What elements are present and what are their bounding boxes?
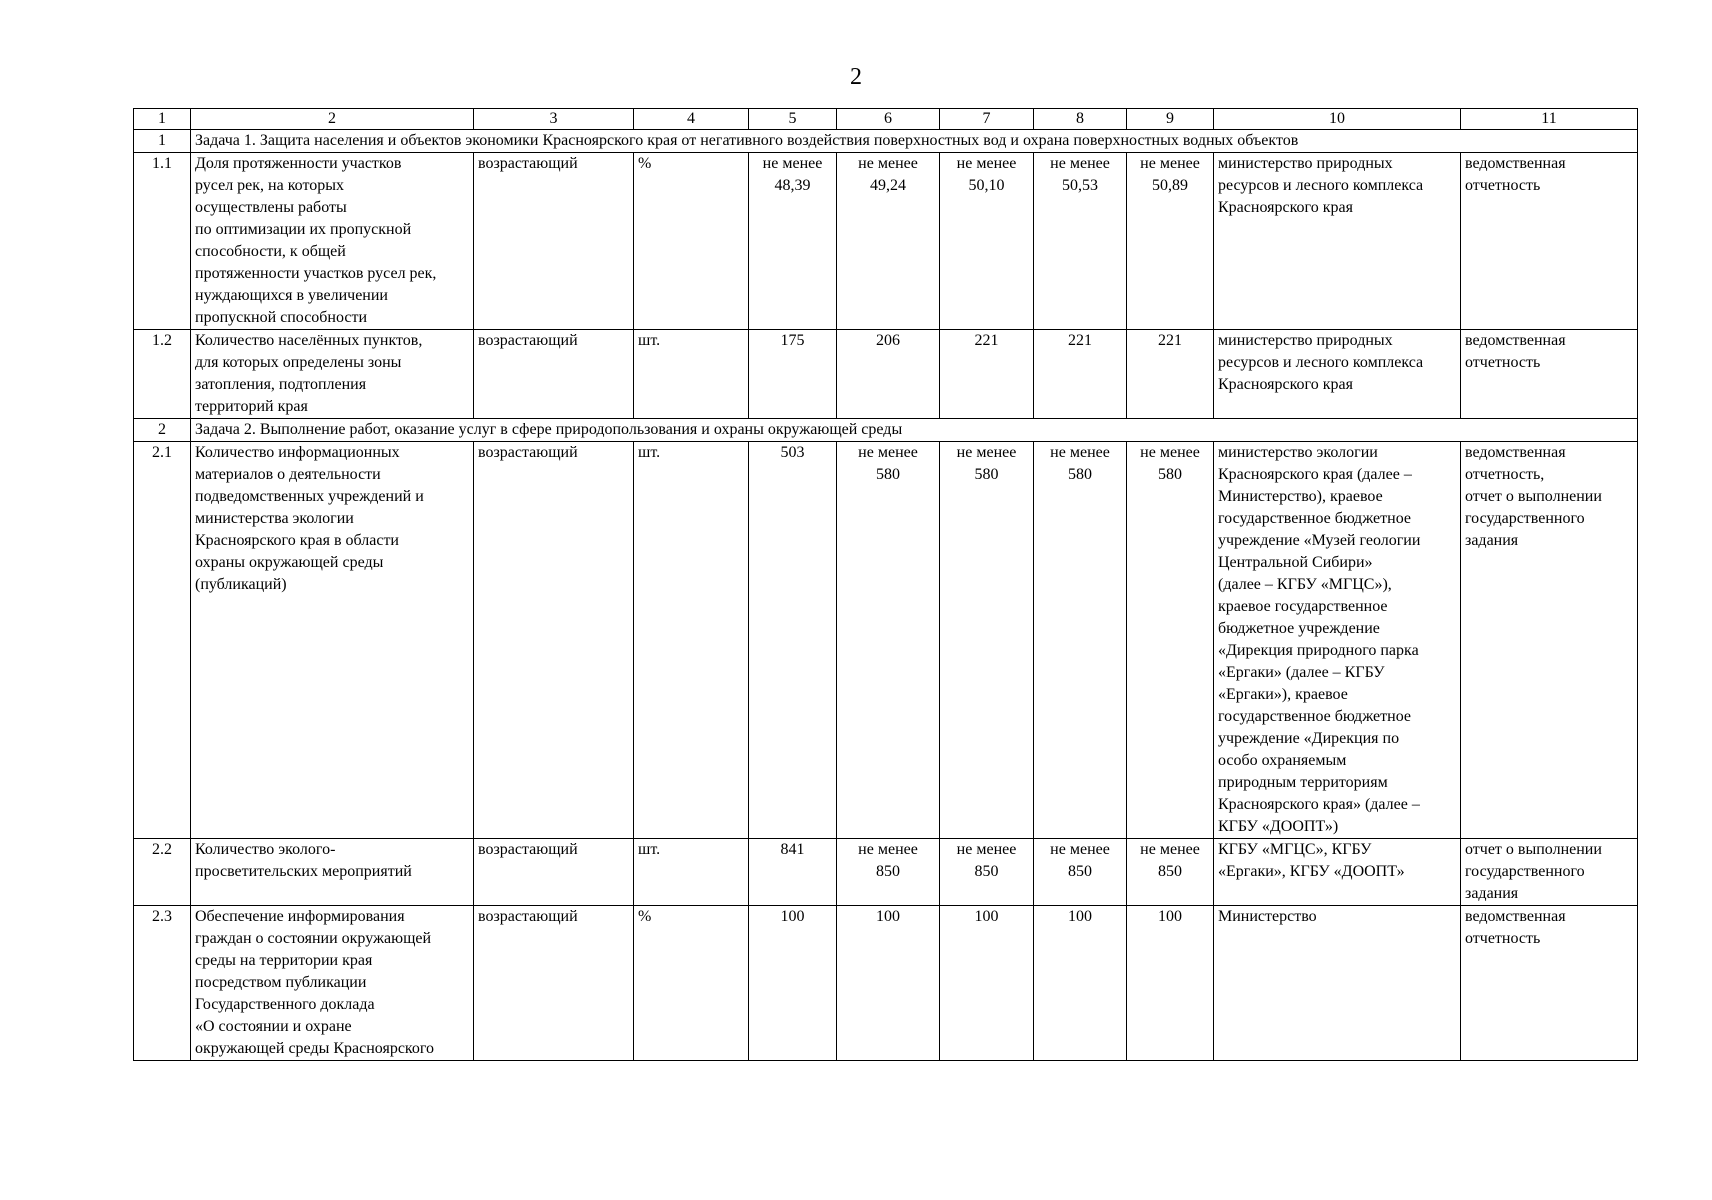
indicator-name bbox=[191, 330, 474, 419]
responsible-executor-line: Красноярского края» (далее – bbox=[1218, 796, 1420, 813]
indicator-value bbox=[837, 153, 940, 330]
indicator-value bbox=[749, 839, 837, 906]
task-title: Задача 1. Защита населения и объектов экономики Красноярского края от негативного воздействия поверхностных вод и охрана поверхностных водных объектов bbox=[191, 130, 1638, 153]
indicator-value bbox=[1034, 330, 1127, 419]
responsible-executor-line: ресурсов и лесного комплекса bbox=[1218, 177, 1424, 194]
responsible-executor-line: «Ергаки»), краевое bbox=[1218, 686, 1348, 703]
responsible-executor-line: «Ергаки», КГБУ «ДООПТ» bbox=[1218, 863, 1405, 880]
responsible-executor-line: Красноярского края bbox=[1218, 199, 1353, 216]
indicator-value-line: 206 bbox=[876, 332, 900, 349]
indicator-value bbox=[1034, 906, 1127, 1061]
indicators-table bbox=[133, 108, 1638, 1061]
indicator-name bbox=[191, 442, 474, 839]
unit: % bbox=[634, 153, 749, 330]
column-number: 6 bbox=[837, 109, 940, 130]
indicator-value bbox=[1127, 906, 1214, 1061]
responsible-executor-line: Красноярского края bbox=[1218, 376, 1353, 393]
row-number: 2.3 bbox=[134, 906, 191, 1061]
responsible-executor-line: министерство природных bbox=[1218, 332, 1393, 349]
indicator-name-line: пропускной способности bbox=[195, 309, 368, 326]
indicator-value bbox=[940, 906, 1034, 1061]
responsible-executor-line: КГБУ «ДООПТ») bbox=[1218, 818, 1339, 835]
trend-direction: возрастающий bbox=[474, 330, 634, 419]
indicator-value-line: 100 bbox=[780, 908, 805, 925]
table-row bbox=[134, 153, 1638, 330]
indicator-name-line: Государственного доклада bbox=[195, 996, 375, 1013]
responsible-executor bbox=[1214, 442, 1461, 839]
indicator-value-line: 50,53 bbox=[1062, 177, 1098, 194]
indicator-value-line: не менее bbox=[956, 155, 1017, 172]
responsible-executor-line: учреждение «Дирекция по bbox=[1218, 730, 1400, 747]
data-source-line: отчетность bbox=[1465, 354, 1541, 371]
indicator-name-line: «О состоянии и охране bbox=[195, 1018, 352, 1035]
indicator-name-line: граждан о состоянии окружающей bbox=[195, 930, 432, 947]
indicator-name-line: протяженности участков русел рек, bbox=[195, 265, 437, 282]
data-source-line: ведомственная bbox=[1465, 332, 1566, 349]
indicator-name-line: (публикаций) bbox=[195, 576, 287, 593]
indicator-name-line: Количество эколого- bbox=[195, 841, 336, 858]
indicator-value-line: 850 bbox=[1158, 863, 1182, 880]
indicator-value-line: не менее bbox=[858, 841, 918, 858]
indicator-name-line: министерства экологии bbox=[195, 510, 354, 527]
indicator-value-line: не менее bbox=[1140, 841, 1200, 858]
indicator-value-line: 841 bbox=[780, 841, 805, 858]
indicator-value-line: 100 bbox=[974, 908, 999, 925]
indicator-name-line: подведомственных учреждений и bbox=[195, 488, 424, 505]
indicator-value-line: 580 bbox=[876, 466, 900, 483]
unit: шт. bbox=[634, 330, 749, 419]
responsible-executor-line: КГБУ «МГЦС», КГБУ bbox=[1218, 841, 1372, 858]
responsible-executor-line: министерство экологии bbox=[1218, 444, 1378, 461]
responsible-executor-line: «Дирекция природного парка bbox=[1218, 642, 1419, 659]
task-number: 1 bbox=[134, 130, 191, 153]
indicator-value-line: 100 bbox=[876, 908, 900, 925]
indicator-value bbox=[749, 153, 837, 330]
indicator-value-line: не менее bbox=[956, 444, 1017, 461]
trend-direction: возрастающий bbox=[474, 839, 634, 906]
indicator-name-line: Количество населённых пунктов, bbox=[195, 332, 423, 349]
indicator-value-line: не менее bbox=[1050, 444, 1110, 461]
data-source bbox=[1461, 839, 1638, 906]
indicator-name-line: по оптимизации их пропускной bbox=[195, 221, 412, 238]
indicator-value-line: не менее bbox=[858, 155, 918, 172]
indicator-value bbox=[837, 906, 940, 1061]
row-number: 1.1 bbox=[134, 153, 191, 330]
column-number: 9 bbox=[1127, 109, 1214, 130]
row-number: 2.2 bbox=[134, 839, 191, 906]
indicator-value bbox=[940, 442, 1034, 839]
responsible-executor-line: (далее – КГБУ «МГЦС»), bbox=[1218, 576, 1392, 593]
responsible-executor-line: бюджетное учреждение bbox=[1218, 620, 1380, 637]
indicator-name-line: охраны окружающей среды bbox=[195, 554, 384, 571]
table-row bbox=[134, 906, 1638, 1061]
indicator-value bbox=[837, 330, 940, 419]
indicator-value bbox=[837, 839, 940, 906]
indicator-value-line: не менее bbox=[1140, 155, 1200, 172]
indicator-value-line: 503 bbox=[780, 444, 805, 461]
indicator-value-line: не менее bbox=[956, 841, 1017, 858]
data-source-line: задания bbox=[1465, 885, 1519, 902]
indicator-name-line: территорий края bbox=[195, 398, 308, 415]
row-number: 1.2 bbox=[134, 330, 191, 419]
table-row bbox=[134, 839, 1638, 906]
indicator-name-line: способности, к общей bbox=[195, 243, 346, 260]
column-number: 11 bbox=[1461, 109, 1638, 130]
unit: шт. bbox=[634, 839, 749, 906]
indicator-value-line: 850 bbox=[876, 863, 900, 880]
task-row bbox=[134, 419, 1638, 442]
data-source-line: отчетность, bbox=[1465, 466, 1545, 483]
responsible-executor-line: государственное бюджетное bbox=[1218, 708, 1411, 725]
indicator-value-line: 49,24 bbox=[870, 177, 906, 194]
responsible-executor bbox=[1214, 153, 1461, 330]
indicator-name-line: посредством публикации bbox=[195, 974, 367, 991]
indicator-value bbox=[749, 906, 837, 1061]
indicator-name-line: для которых определены зоны bbox=[195, 354, 402, 371]
unit: % bbox=[634, 906, 749, 1061]
indicator-value bbox=[940, 153, 1034, 330]
indicator-name-line: Количество информационных bbox=[195, 444, 400, 461]
indicator-name-line: осуществлены работы bbox=[195, 199, 347, 216]
responsible-executor-line: министерство природных bbox=[1218, 155, 1393, 172]
data-source bbox=[1461, 906, 1638, 1061]
responsible-executor-line: особо охраняемым bbox=[1218, 752, 1347, 769]
indicator-value-line: 50,10 bbox=[968, 177, 1005, 194]
task-title: Задача 2. Выполнение работ, оказание услуг в сфере природопользования и охраны окружающей среды bbox=[191, 419, 1638, 442]
responsible-executor bbox=[1214, 839, 1461, 906]
indicator-name bbox=[191, 839, 474, 906]
indicator-name-line: нуждающихся в увеличении bbox=[195, 287, 388, 304]
indicator-value-line: 580 bbox=[1158, 466, 1182, 483]
data-source-line: отчет о выполнении bbox=[1465, 488, 1602, 505]
data-source-line: ведомственная bbox=[1465, 444, 1566, 461]
indicator-name-line: Красноярского края в области bbox=[195, 532, 399, 549]
indicator-name bbox=[191, 153, 474, 330]
data-source-line: отчетность bbox=[1465, 177, 1541, 194]
indicator-value-line: 580 bbox=[1068, 466, 1092, 483]
indicator-value-line: 175 bbox=[780, 332, 805, 349]
indicator-value-line: 48,39 bbox=[774, 177, 811, 194]
indicator-name-line: Обеспечение информирования bbox=[195, 908, 405, 925]
data-source bbox=[1461, 330, 1638, 419]
indicator-value bbox=[1034, 442, 1127, 839]
table-row bbox=[134, 330, 1638, 419]
data-source-line: отчет о выполнении bbox=[1465, 841, 1602, 858]
indicator-value-line: 850 bbox=[974, 863, 999, 880]
data-source-line: ведомственная bbox=[1465, 908, 1566, 925]
indicator-value-line: 50,89 bbox=[1152, 177, 1188, 194]
indicator-value-line: 100 bbox=[1068, 908, 1092, 925]
responsible-executor-line: природным территориям bbox=[1218, 774, 1388, 791]
responsible-executor-line: ресурсов и лесного комплекса bbox=[1218, 354, 1424, 371]
column-number-row bbox=[134, 109, 1638, 130]
indicator-value-line: не менее bbox=[762, 155, 823, 172]
page-number: 2 bbox=[850, 64, 862, 90]
indicator-name-line: просветительских мероприятий bbox=[195, 863, 412, 880]
indicator-name-line: Доля протяженности участков bbox=[195, 155, 402, 172]
unit: шт. bbox=[634, 442, 749, 839]
indicator-value bbox=[1127, 330, 1214, 419]
column-number: 5 bbox=[749, 109, 837, 130]
responsible-executor-line: краевое государственное bbox=[1218, 598, 1388, 615]
indicator-value bbox=[749, 442, 837, 839]
indicator-name bbox=[191, 906, 474, 1061]
indicator-value-line: 100 bbox=[1158, 908, 1182, 925]
column-number: 4 bbox=[634, 109, 749, 130]
indicator-name-line: среды на территории края bbox=[195, 952, 373, 969]
indicator-name-line: материалов о деятельности bbox=[195, 466, 381, 483]
data-source-line: государственного bbox=[1465, 863, 1585, 880]
indicator-value bbox=[1127, 153, 1214, 330]
responsible-executor bbox=[1214, 330, 1461, 419]
indicator-value-line: 221 bbox=[974, 332, 999, 349]
indicator-value-line: 580 bbox=[974, 466, 999, 483]
indicator-value bbox=[1127, 442, 1214, 839]
task-row bbox=[134, 130, 1638, 153]
responsible-executor-line: государственное бюджетное bbox=[1218, 510, 1411, 527]
trend-direction: возрастающий bbox=[474, 906, 634, 1061]
row-number: 2.1 bbox=[134, 442, 191, 839]
data-source bbox=[1461, 442, 1638, 839]
indicator-name-line: затопления, подтопления bbox=[195, 376, 367, 393]
responsible-executor bbox=[1214, 906, 1461, 1061]
indicator-value bbox=[1127, 839, 1214, 906]
indicator-value-line: 221 bbox=[1158, 332, 1182, 349]
indicator-value bbox=[940, 330, 1034, 419]
indicator-value-line: не менее bbox=[1140, 444, 1200, 461]
indicator-value bbox=[1034, 153, 1127, 330]
column-number: 2 bbox=[191, 109, 474, 130]
column-number: 3 bbox=[474, 109, 634, 130]
indicator-value-line: не менее bbox=[1050, 841, 1110, 858]
data-source-line: ведомственная bbox=[1465, 155, 1566, 172]
indicator-name-line: окружающей среды Красноярского bbox=[195, 1040, 435, 1057]
indicator-value bbox=[940, 839, 1034, 906]
indicator-value-line: 850 bbox=[1068, 863, 1092, 880]
column-number: 7 bbox=[940, 109, 1034, 130]
trend-direction: возрастающий bbox=[474, 442, 634, 839]
responsible-executor-line: Министерство), краевое bbox=[1218, 488, 1383, 505]
responsible-executor-line: «Ергаки» (далее – КГБУ bbox=[1218, 664, 1385, 681]
data-source bbox=[1461, 153, 1638, 330]
indicator-name-line: русел рек, на которых bbox=[195, 177, 344, 194]
responsible-executor-line: учреждение «Музей геологии bbox=[1218, 532, 1421, 549]
indicator-value bbox=[749, 330, 837, 419]
data-source-line: задания bbox=[1465, 532, 1519, 549]
responsible-executor-line: Министерство bbox=[1218, 908, 1317, 925]
column-number: 1 bbox=[134, 109, 191, 130]
data-source-line: государственного bbox=[1465, 510, 1585, 527]
column-number: 10 bbox=[1214, 109, 1461, 130]
data-source-line: отчетность bbox=[1465, 930, 1541, 947]
column-number: 8 bbox=[1034, 109, 1127, 130]
responsible-executor-line: Красноярского края (далее – bbox=[1218, 466, 1412, 483]
table-row bbox=[134, 442, 1638, 839]
indicator-value-line: не менее bbox=[858, 444, 918, 461]
table-body bbox=[134, 109, 1638, 1061]
indicator-value bbox=[1034, 839, 1127, 906]
task-number: 2 bbox=[134, 419, 191, 442]
indicator-value-line: 221 bbox=[1068, 332, 1092, 349]
trend-direction: возрастающий bbox=[474, 153, 634, 330]
responsible-executor-line: Центральной Сибири» bbox=[1218, 554, 1373, 571]
indicator-value-line: не менее bbox=[1050, 155, 1110, 172]
indicator-value bbox=[837, 442, 940, 839]
